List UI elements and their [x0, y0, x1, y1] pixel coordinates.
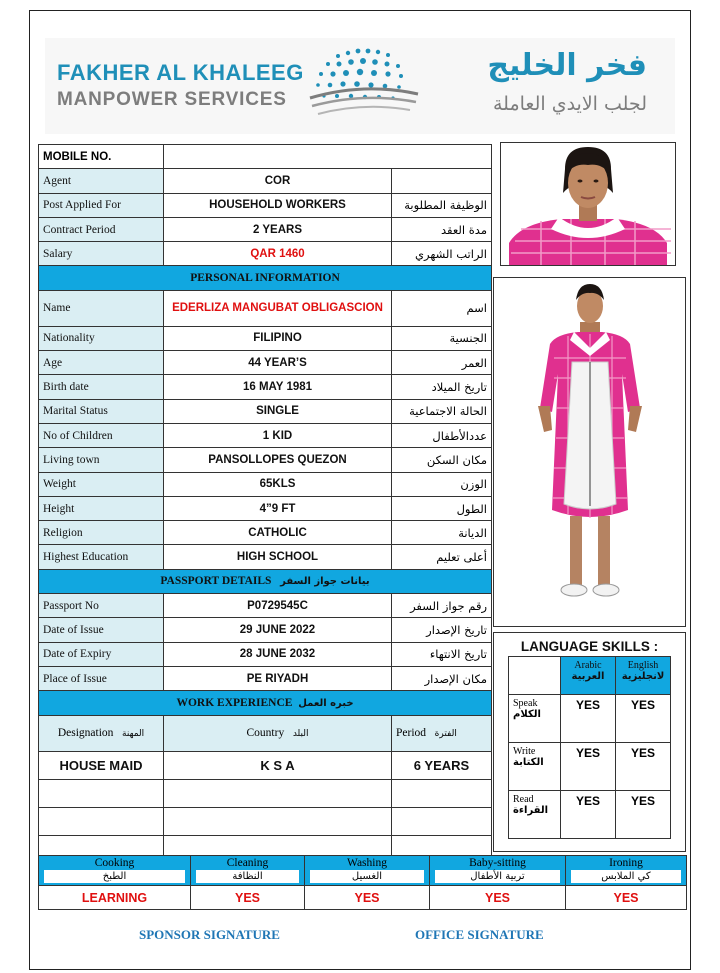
mobile-label: MOBILE NO.: [39, 145, 164, 169]
living-town-value: PANSOLLOPES QUEZON: [164, 448, 392, 472]
contract-value: 2 YEARS: [164, 217, 392, 241]
post-row: [39, 193, 492, 217]
skill-washing-label-ar: الغسيل: [310, 870, 424, 883]
expiry-date-label-ar: تاريخ الانتهاء: [392, 642, 492, 666]
skill-ironing-label-ar: كي الملابس: [571, 870, 681, 883]
education-value: HIGH SCHOOL: [164, 545, 392, 569]
sponsor-signature-label: SPONSOR SIGNATURE: [139, 927, 280, 942]
nationality-row: [39, 326, 492, 350]
nationality-value: FILIPINO: [164, 326, 392, 350]
expiry-date-value: 28 JUNE 2032: [164, 642, 392, 666]
marital-label: Marital Status: [39, 399, 164, 423]
age-label-ar: العمر: [392, 351, 492, 375]
language-skills-table: [508, 656, 671, 839]
write-label: Write: [513, 746, 536, 757]
skill-ironing-header: [566, 856, 687, 886]
period-column-header: [392, 715, 492, 751]
post-value: HOUSEHOLD WORKERS: [164, 193, 392, 217]
work-row: [39, 751, 492, 779]
birthdate-row: [39, 375, 492, 399]
work-country: K S A: [164, 751, 392, 779]
education-label: Highest Education: [39, 545, 164, 569]
skill-washing-header: [305, 856, 430, 886]
living-town-row: [39, 448, 492, 472]
skill-washing-label: Washing: [347, 857, 387, 869]
agent-value: COR: [164, 169, 392, 193]
contract-row: [39, 217, 492, 241]
weight-label: Weight: [39, 472, 164, 496]
issue-place-row: [39, 666, 492, 690]
name-row: [39, 290, 492, 326]
write-label-cell: [509, 743, 561, 791]
weight-row: [39, 472, 492, 496]
read-row: [509, 791, 671, 839]
empty-cell: [164, 807, 392, 835]
agent-label: Agent: [39, 169, 164, 193]
issue-place-label: Place of Issue: [39, 666, 164, 690]
language-header-row: [509, 657, 671, 695]
speak-english-value: YES: [616, 695, 671, 743]
skill-cleaning-label-ar: النظافة: [196, 870, 299, 883]
education-label-ar: أعلى تعليم: [392, 545, 492, 569]
designation-label: Designation: [57, 727, 114, 740]
expiry-date-row: [39, 642, 492, 666]
arabic-label-ar: العربية: [571, 671, 605, 682]
read-label: Read: [513, 794, 534, 805]
arabic-column-header: [561, 657, 616, 695]
weight-label-ar: الوزن: [392, 472, 492, 496]
details-table: [38, 144, 492, 864]
logo-english-line2: MANPOWER SERVICES: [57, 89, 287, 110]
height-value: 4”9 FT: [164, 496, 392, 520]
children-value: 1 KID: [164, 423, 392, 447]
mobile-row: [39, 145, 492, 169]
children-row: [39, 423, 492, 447]
english-label-ar: لانجليزية: [621, 671, 665, 682]
passport-no-row: [39, 594, 492, 618]
work-designation: HOUSE MAID: [39, 751, 164, 779]
empty-cell: [39, 779, 164, 807]
marital-value: SINGLE: [164, 399, 392, 423]
work-row-empty: [39, 807, 492, 835]
religion-row: [39, 521, 492, 545]
english-column-header: [616, 657, 671, 695]
speak-row: [509, 695, 671, 743]
salary-label-ar: الراتب الشهري: [392, 242, 492, 266]
issue-date-value: 29 JUNE 2022: [164, 618, 392, 642]
age-row: [39, 351, 492, 375]
country-label: Country: [246, 727, 285, 740]
height-label: Height: [39, 496, 164, 520]
passport-header-ar: بيانات جواز السفر: [280, 576, 370, 588]
birthdate-value: 16 MAY 1981: [164, 375, 392, 399]
age-label: Age: [39, 351, 164, 375]
office-signature-label: OFFICE SIGNATURE: [415, 927, 544, 942]
skill-babysitting-label: Baby-sitting: [469, 857, 526, 869]
read-label-ar: القراءة: [513, 805, 549, 816]
language-skills-title: LANGUAGE SKILLS :: [520, 639, 659, 654]
skill-ironing-value: YES: [566, 886, 687, 910]
globe-dots-icon: [308, 44, 420, 124]
passport-no-label-ar: رقم جواز السفر: [392, 594, 492, 618]
full-body-illustration: [494, 278, 685, 626]
children-label: No of Children: [39, 423, 164, 447]
skill-cooking-header: [39, 856, 191, 886]
work-period: 6 YEARS: [392, 751, 492, 779]
speak-label: Speak: [513, 698, 538, 709]
skill-cooking-value: LEARNING: [39, 886, 191, 910]
religion-value: CATHOLIC: [164, 521, 392, 545]
passport-no-label: Passport No: [39, 594, 164, 618]
period-label: Period: [396, 727, 427, 740]
write-english-value: YES: [616, 743, 671, 791]
skill-babysitting-value: YES: [430, 886, 566, 910]
passport-no-value: P0729545C: [164, 594, 392, 618]
work-header-en: WORK EXPERIENCE: [176, 696, 293, 709]
religion-label-ar: الديانة: [392, 521, 492, 545]
age-value: 44 YEAR’S: [164, 351, 392, 375]
agent-row: [39, 169, 492, 193]
children-label-ar: عددالأطفال: [392, 423, 492, 447]
full-body-photo: [493, 277, 686, 627]
nationality-label: Nationality: [39, 326, 164, 350]
read-arabic-value: YES: [561, 791, 616, 839]
skill-ironing-label: Ironing: [609, 857, 643, 869]
skill-cleaning-label: Cleaning: [226, 857, 269, 869]
birthdate-label-ar: تاريخ الميلاد: [392, 375, 492, 399]
write-label-ar: الكتابة: [513, 757, 544, 768]
skill-cleaning-value: YES: [191, 886, 305, 910]
logo-arabic-line2: لجلب الايدي العاملة: [492, 93, 647, 115]
skill-cooking-label-ar: الطبخ: [44, 870, 185, 883]
living-town-label: Living town: [39, 448, 164, 472]
empty-cell: [39, 807, 164, 835]
name-label-ar: اسم: [392, 290, 492, 326]
speak-label-ar: الكلام: [513, 709, 541, 720]
passport-header-en: PASSPORT DETAILS: [160, 575, 272, 588]
marital-label-ar: الحالة الاجتماعية: [392, 399, 492, 423]
logo-arabic-line1: فخر الخليج: [487, 48, 647, 83]
speak-arabic-value: YES: [561, 695, 616, 743]
education-row: [39, 545, 492, 569]
read-english-value: YES: [616, 791, 671, 839]
mobile-value: [164, 145, 492, 169]
write-row: [509, 743, 671, 791]
height-label-ar: الطول: [392, 496, 492, 520]
work-row-empty: [39, 779, 492, 807]
weight-value: 65KLS: [164, 472, 392, 496]
name-value: EDERLIZA MANGUBAT OBLIGASCION: [164, 290, 392, 326]
height-row: [39, 496, 492, 520]
issue-date-label-ar: تاريخ الإصدار: [392, 618, 492, 642]
personal-info-header: PERSONAL INFORMATION: [39, 266, 492, 290]
period-label-ar: الفترة: [434, 729, 457, 740]
birthdate-label: Birth date: [39, 375, 164, 399]
skill-cooking-label: Cooking: [94, 857, 135, 869]
language-corner-cell: [509, 657, 561, 695]
post-label: Post Applied For: [39, 193, 164, 217]
work-columns-row: [39, 715, 492, 751]
name-label: Name: [39, 290, 164, 326]
contract-label: Contract Period: [39, 217, 164, 241]
country-label-ar: البلد: [292, 729, 309, 740]
headshot-photo: [500, 142, 676, 266]
salary-row: [39, 242, 492, 266]
issue-date-label: Date of Issue: [39, 618, 164, 642]
post-label-ar: الوظيفة المطلوبة: [392, 193, 492, 217]
country-column-header: [164, 715, 392, 751]
skill-washing-value: YES: [305, 886, 430, 910]
empty-cell: [392, 779, 492, 807]
arabic-label: Arabic: [574, 660, 602, 671]
skill-babysitting-header: [430, 856, 566, 886]
work-header-ar: خبره العمل: [298, 697, 354, 709]
speak-label-cell: [509, 695, 561, 743]
empty-cell: [392, 807, 492, 835]
contract-label-ar: مدة العقد: [392, 217, 492, 241]
write-arabic-value: YES: [561, 743, 616, 791]
english-label: English: [627, 660, 659, 671]
company-logo: [45, 38, 675, 134]
living-town-label-ar: مكان السكن: [392, 448, 492, 472]
salary-label: Salary: [39, 242, 164, 266]
skill-cleaning-header: [191, 856, 305, 886]
logo-english-line1: FAKHER AL KHALEEG: [57, 60, 304, 85]
marital-row: [39, 399, 492, 423]
skills-table: [38, 855, 687, 910]
passport-details-header: [39, 569, 492, 593]
headshot-illustration: [501, 143, 675, 265]
expiry-date-label: Date of Expiry: [39, 642, 164, 666]
skills-value-row: [39, 886, 687, 910]
work-experience-header: [39, 691, 492, 715]
religion-label: Religion: [39, 521, 164, 545]
issue-place-label-ar: مكان الإصدار: [392, 666, 492, 690]
skills-header-row: [39, 856, 687, 886]
issue-date-row: [39, 618, 492, 642]
skill-babysitting-label-ar: تربية الأطفال: [435, 870, 560, 883]
designation-column-header: [39, 715, 164, 751]
nationality-label-ar: الجنسية: [392, 326, 492, 350]
salary-value: QAR 1460: [164, 242, 392, 266]
issue-place-value: PE RIYADH: [164, 666, 392, 690]
empty-cell: [164, 779, 392, 807]
read-label-cell: [509, 791, 561, 839]
agent-label-ar: [392, 169, 492, 193]
designation-label-ar: المهنة: [122, 729, 145, 740]
